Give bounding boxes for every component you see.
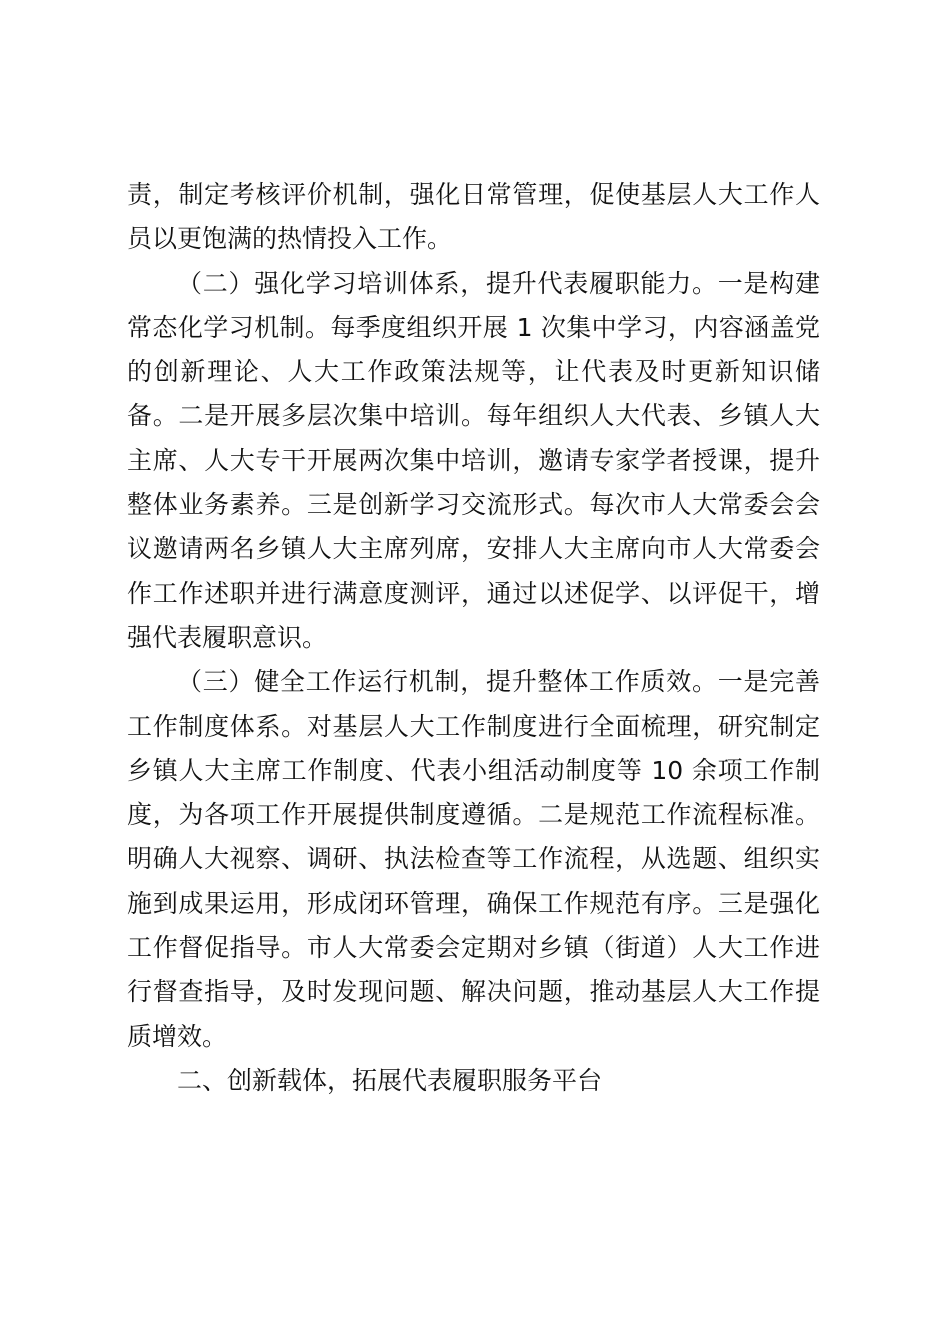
- section-heading: 二、创新载体，拓展代表履职服务平台: [177, 1065, 603, 1095]
- paragraph-section-2: （二）强化学习培训体系，提升代表履职能力。一是构建常态化学习机制。每季度组织开展 1 次集中学习，内容涵盖党的创新理论、人大工作政策法规等，让代表及时更新知识储备。二是开展多层次集中培训。每年组织人大代表、乡镇人大主席、人大专干开展两次集中培训，邀请专家学者授课，提升整体业务素养。三是创新学习交流形式。每次市人大常委会会议邀请两名乡镇人大主席列席，安排人大主席向市人大常委会作工作述职并进行满意度测评，通过以述促学、以评促干，增强代表履职意识。: [127, 268, 820, 652]
- paragraph-continuation: 责，制定考核评价机制，强化日常管理，促使基层人大工作人员以更饱满的热情投入工作。: [127, 180, 820, 254]
- document-body: [127, 173, 820, 1103]
- paragraph-section-3: （三）健全工作运行机制，提升整体工作质效。一是完善工作制度体系。对基层人大工作制度进行全面梳理，研究制定乡镇人大主席工作制度、代表小组活动制度等 10 余项工作制度，为各项工作开展提供制度遵循。二是规范工作流程标准。明确人大视察、调研、执法检查等工作流程，从选题、组织实施到成果运用，形成闭环管理，确保工作规范有序。三是强化工作督促指导。市人大常委会定期对乡镇（街道）人大工作进行督查指导，及时发现问题、解决问题，推动基层人大工作提质增效。: [127, 667, 820, 1051]
